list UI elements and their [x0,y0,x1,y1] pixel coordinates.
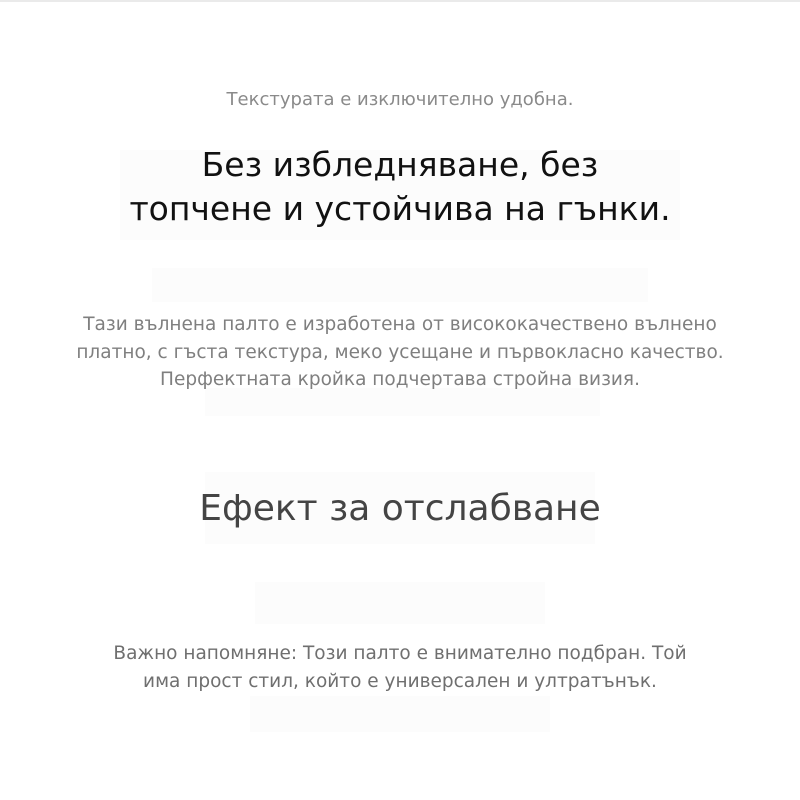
background-shade [152,268,648,302]
headline [0,143,800,231]
headline-line: Без избледняване, без [201,145,599,184]
section-title: Ефект за отслабване [199,488,601,529]
tagline: Текстурата е изключително удобна. [226,89,574,110]
product-description [0,311,800,394]
description-line: Перфектната кройка подчертава стройна визия. [160,369,640,390]
reminder-line: Важно напомняне: Този палто е внимателно подбран. Той [113,643,687,664]
reminder-line: има прост стил, който е универсален и ултратънък. [143,671,657,692]
description-line: платно, с гъста текстура, меко усещане и първокласно качество. [76,341,724,363]
headline-line: топчене и устойчива на гънки. [129,189,671,228]
background-shade [250,696,550,732]
top-divider [0,0,800,2]
important-reminder [0,640,800,696]
background-shade [255,582,545,624]
description-line: Тази вълнена палто е изработена от висококачествено вълнено [83,314,717,335]
